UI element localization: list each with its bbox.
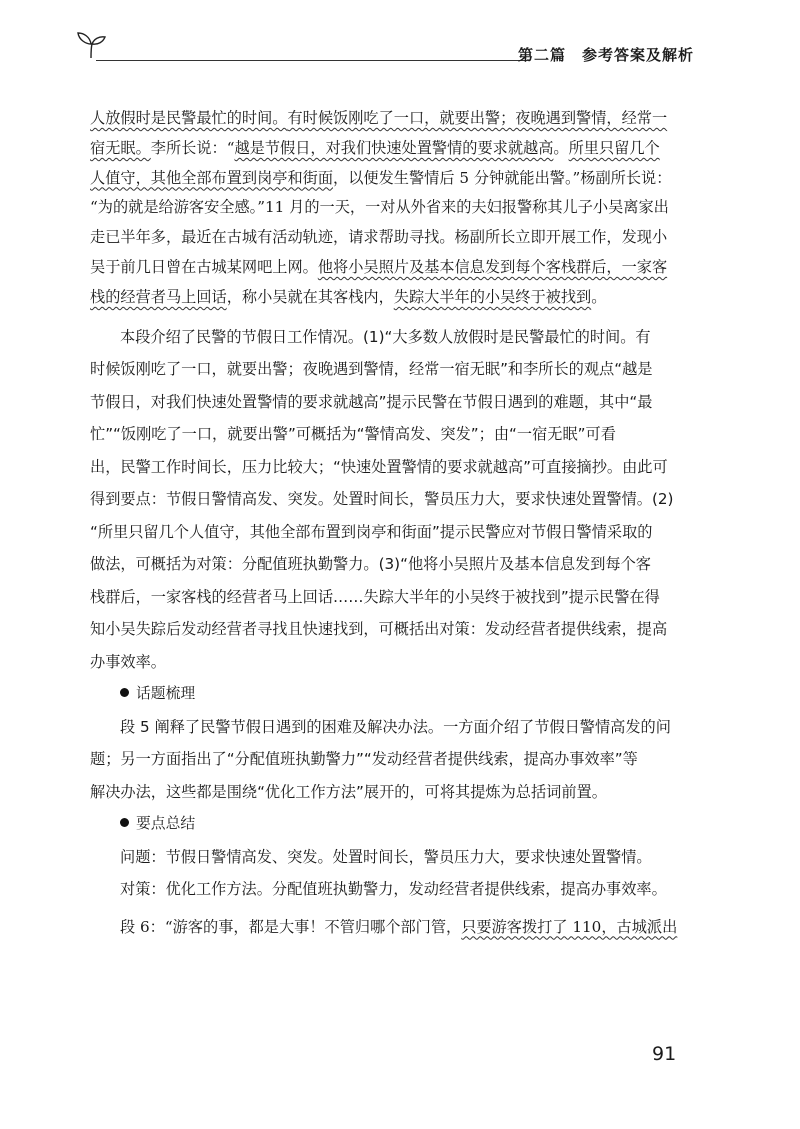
analysis-line: 时候饭刚吃了一口，就要出警；夜晚遇到警情，经常一宿无眠”和李所长的观点“越是 [90, 360, 653, 379]
analysis-line: 得到要点：节假日警情高发、突发。处置时间长，警员压力大，要求快速处置警情。(2) [90, 490, 674, 509]
underlined-phrase: 人放假时是民警最忙的时间。 [90, 109, 288, 127]
underlined-phrase: 所里只留几个 [568, 138, 660, 157]
quote-line [90, 104, 690, 134]
underlined-phrase: 有时候饭刚吃了一口，就要出警；夜晚遇到警情，经常一 [287, 109, 668, 127]
analysis-line: 本段介绍了民警的节假日工作情况。(1)“大多数人放假时是民警最忙的时间。有 [120, 327, 651, 346]
analysis-line: “所里只留几个人值守，其他全部布置到岗亭和街面”提示民警应对节假日警情采取的 [90, 522, 653, 541]
quote-text: 。 [553, 138, 569, 157]
analysis-line: 忙”“饭刚吃了一口，就要出警”可概括为“警情高发、突发”；由“一宿无眠”可看 [90, 425, 616, 444]
analysis-paragraph [90, 321, 690, 679]
quote-text: 李所长说：“ [150, 138, 235, 157]
summary-problem: 问题：节假日警情高发、突发。处置时间长，警员压力大，要求快速处置警情。 [120, 847, 652, 866]
quote-line [90, 253, 690, 283]
section-title: 第二篇 参考答案及解析 [518, 46, 695, 64]
underlined-phrase: 人值守，其他全部布置到岗亭和街面 [90, 168, 333, 187]
quote-text: “为的就是给游客安全感。”11 月的一天，一对从外省来的夫妇报警称其儿子小吴离家出 [90, 198, 669, 217]
analysis-line: 栈群后，一家客栈的经营者马上回话……失踪大半年的小吴终于被找到”提示民警在得 [90, 587, 660, 606]
paragraph-6: 段 6：“游客的事，都是大事！不管归哪个部门管，只要游客拨打了 110，古城派出 [120, 917, 678, 936]
quote-text: 。 [591, 287, 607, 306]
quote-line [90, 283, 690, 313]
quote-text: 走已半年多，最近在古城有活动轨迹，请求帮助寻找。杨副所长立即开展工作，发现小 [90, 228, 668, 247]
page-number: 91 [652, 1043, 677, 1065]
underlined-phrase: 栈的经营者马上回话 [90, 287, 227, 306]
sprout-icon [74, 28, 108, 62]
analysis-line: 办事效率。 [90, 652, 166, 671]
bullet-icon [120, 818, 129, 827]
summary-heading: 要点总结 [90, 808, 690, 841]
summary-solution: 对策：优化工作方法。分配值班执勤警力，发动经营者提供线索，提高办事效率。 [120, 880, 667, 899]
analysis-line: 出，民警工作时间长，压力比较大；“快速处置警情的要求就越高”可直接摘抄。由此可 [90, 457, 668, 476]
body-text [90, 104, 690, 942]
underlined-phrase: 他将小吴照片及基本信息发到每个客栈群后，一家客 [317, 257, 668, 276]
underlined-phrase: 越是节假日，对我们快速处置警情的要求就越高 [234, 138, 554, 157]
topic-line: 段 5 阐释了民警节假日遇到的困难及解决办法。一方面介绍了节假日警情高发的问 [120, 717, 671, 736]
quote-line [90, 164, 690, 194]
quote-line [90, 223, 690, 253]
quote-line [90, 134, 690, 164]
header-rule [96, 60, 530, 61]
analysis-line: 节假日，对我们快速处置警情的要求就越高”提示民警在节假日遇到的难题，其中“最 [90, 392, 653, 411]
bullet-icon [120, 688, 129, 697]
topic-paragraph [90, 711, 690, 809]
quoted-passage [90, 104, 690, 313]
quote-text: ，称小吴就在其客栈内， [226, 287, 394, 306]
analysis-line: 知小吴失踪后发动经营者寻找且快速找到，可概括出对策：发动经营者提供线索，提高 [90, 620, 668, 639]
summary-block [90, 841, 690, 906]
topic-heading: 话题梳理 [90, 678, 690, 711]
quote-text: ，以便发生警情后 5 分钟就能出警。”杨副所长说： [333, 168, 672, 187]
topic-line: 题；另一方面指出了“分配值班执勤警力”“发动经营者提供线索，提高办事效率”等 [90, 750, 638, 769]
underlined-phrase: 失踪大半年的小吴终于被找到 [393, 287, 592, 306]
analysis-line: 做法，可概括为对策：分配值班执勤警力。(3)“他将小吴照片及基本信息发到每个客 [90, 555, 651, 574]
underlined-phrase: 宿无眠。 [90, 138, 151, 157]
topic-line: 解决办法，这些都是围绕“优化工作方法”展开的，可将其提炼为总括词前置。 [90, 782, 607, 801]
quote-line [90, 193, 690, 223]
quote-text: 吴于前几日曾在古城某网吧上网。 [90, 257, 318, 276]
